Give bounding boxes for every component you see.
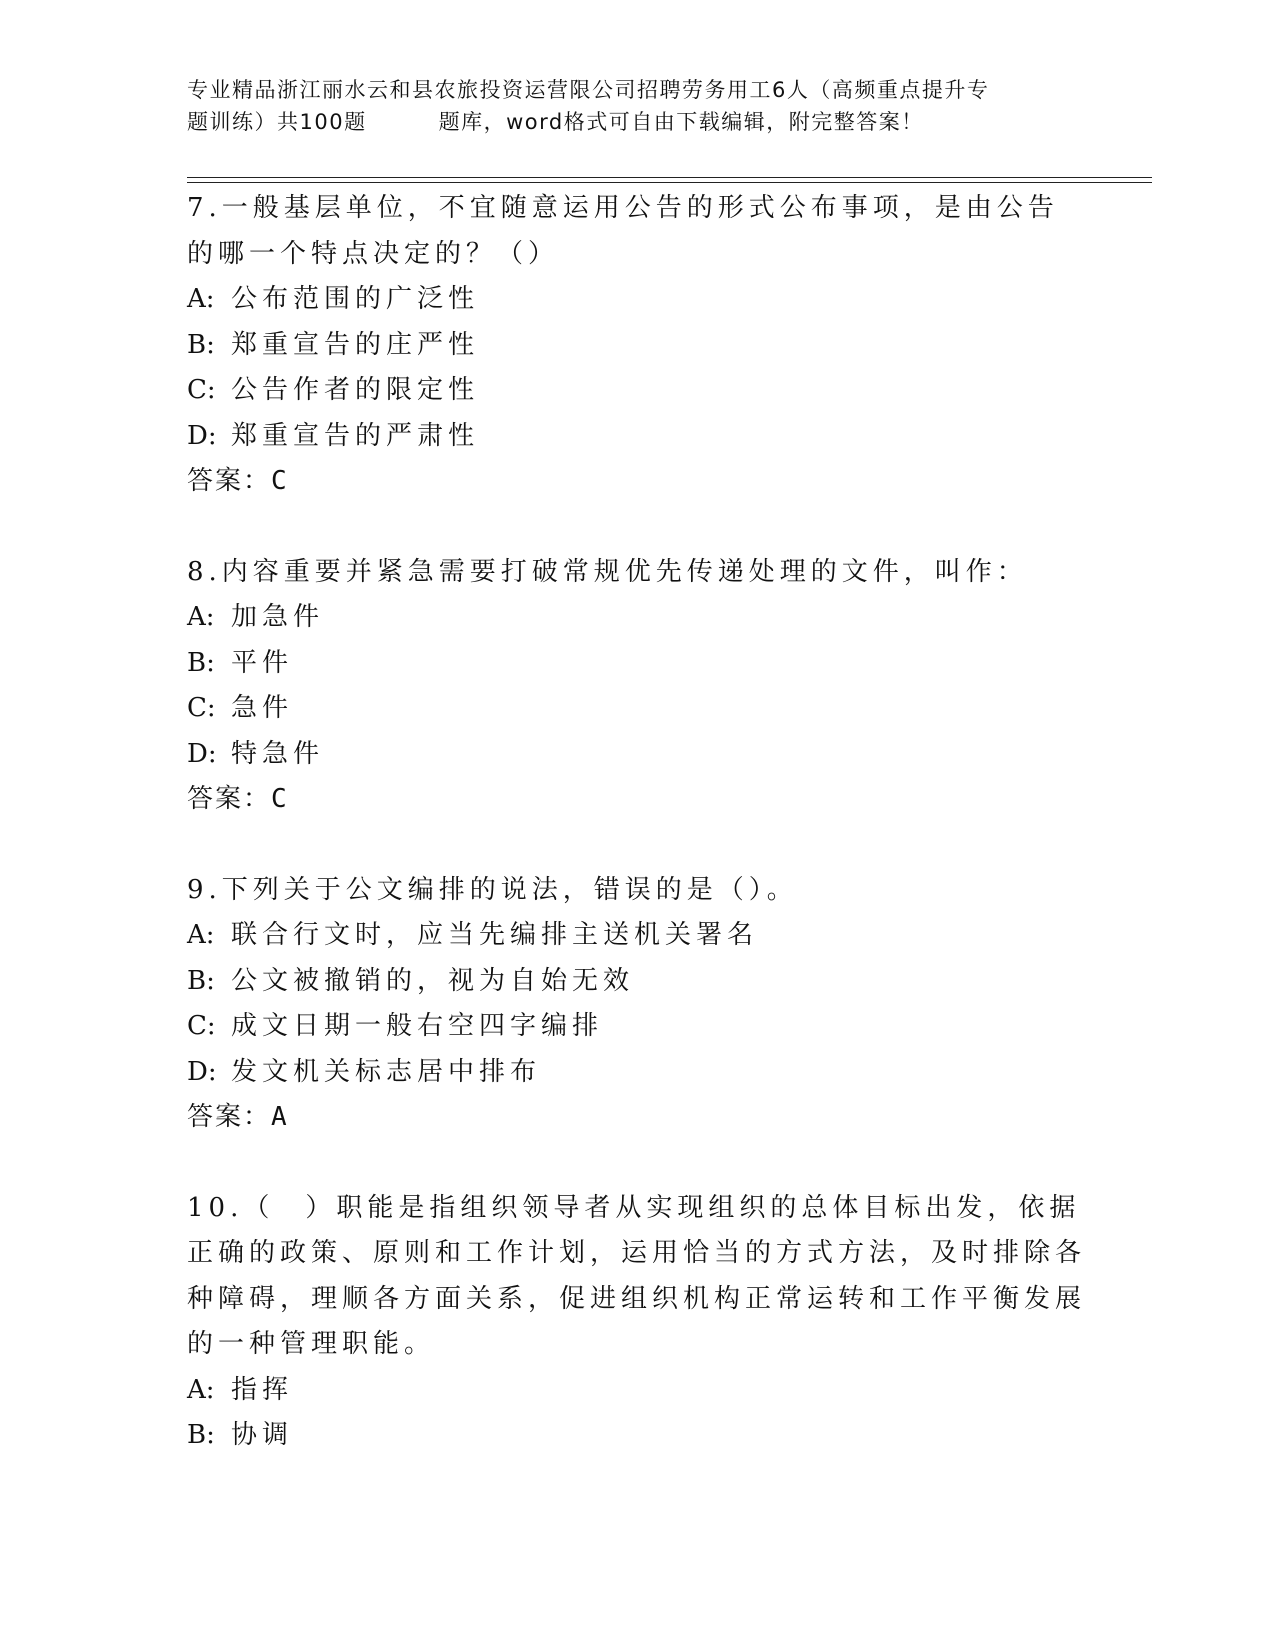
option-a bbox=[187, 913, 1087, 959]
option-letter: A: bbox=[187, 920, 215, 950]
option-letter: C: bbox=[187, 1011, 216, 1041]
header-title-line-2 bbox=[187, 106, 1087, 138]
option-c bbox=[187, 686, 1087, 732]
option-letter: C: bbox=[187, 693, 216, 723]
option-text: 加急件 bbox=[231, 602, 325, 632]
option-text: 公告作者的限定性 bbox=[231, 375, 480, 405]
answer-line bbox=[187, 459, 1087, 505]
option-text: 成文日期一般右空四字编排 bbox=[231, 1011, 604, 1041]
answer-value: A bbox=[271, 1102, 289, 1132]
option-text: 郑重宣告的庄严性 bbox=[231, 329, 480, 360]
option-letter: B: bbox=[187, 1420, 215, 1450]
option-a bbox=[187, 1368, 1087, 1414]
option-text: 公布范围的广泛性 bbox=[231, 284, 480, 314]
option-text: 协调 bbox=[231, 1420, 294, 1450]
option-b bbox=[187, 641, 1087, 687]
question-10 bbox=[187, 1186, 1087, 1459]
option-letter: B: bbox=[187, 647, 215, 678]
option-letter: A: bbox=[187, 602, 215, 632]
option-letter: D: bbox=[187, 420, 217, 451]
option-b bbox=[187, 323, 1087, 369]
answer-value: C bbox=[271, 784, 289, 814]
option-a bbox=[187, 595, 1087, 641]
option-text: 特急件 bbox=[231, 738, 325, 769]
option-c bbox=[187, 368, 1087, 414]
option-text: 平件 bbox=[231, 647, 294, 678]
option-letter: B: bbox=[187, 965, 215, 996]
header-divider-top bbox=[187, 177, 1152, 178]
question-stem: 7.一般基层单位，不宜随意运用公告的形式公布事项，是由公告的哪一个特点决定的？（） bbox=[187, 193, 1059, 269]
option-a bbox=[187, 277, 1087, 323]
header-title-line-2-right: 题库，word格式可自由下载编辑，附完整答案！ bbox=[438, 110, 924, 134]
question-9 bbox=[187, 868, 1087, 1141]
document-header bbox=[187, 74, 1087, 138]
option-letter: B: bbox=[187, 329, 215, 360]
option-d bbox=[187, 1050, 1087, 1096]
option-d bbox=[187, 414, 1087, 460]
answer-line bbox=[187, 777, 1087, 823]
header-title-line-2-left: 题训练）共100题 bbox=[187, 110, 367, 134]
question-stem: 8.内容重要并紧急需要打破常规优先传递处理的文件，叫作： bbox=[187, 556, 1028, 587]
option-text: 急件 bbox=[231, 693, 294, 723]
option-b bbox=[187, 1413, 1087, 1459]
header-divider-bottom bbox=[187, 182, 1152, 183]
option-letter: C: bbox=[187, 375, 216, 405]
header-title-line-1: 专业精品浙江丽水云和县农旅投资运营限公司招聘劳务用工6人（高频重点提升专 bbox=[187, 78, 990, 102]
option-text: 指挥 bbox=[231, 1374, 294, 1405]
answer-value: C bbox=[271, 466, 289, 496]
question-7 bbox=[187, 186, 1087, 505]
question-8 bbox=[187, 550, 1087, 823]
answer-label: 答案： bbox=[187, 1102, 272, 1132]
option-c bbox=[187, 1004, 1087, 1050]
option-text: 公文被撤销的，视为自始无效 bbox=[231, 965, 635, 996]
option-letter: A: bbox=[187, 284, 215, 314]
question-list bbox=[187, 186, 1087, 1504]
option-b bbox=[187, 959, 1087, 1005]
option-letter: A: bbox=[187, 1374, 215, 1405]
question-stem: 9.下列关于公文编排的说法，错误的是（）。 bbox=[187, 874, 798, 905]
option-d bbox=[187, 732, 1087, 778]
option-text: 联合行文时，应当先编排主送机关署名 bbox=[231, 920, 759, 950]
option-letter: D: bbox=[187, 1056, 217, 1087]
answer-label: 答案： bbox=[187, 784, 272, 814]
option-text: 发文机关标志居中排布 bbox=[231, 1056, 542, 1087]
question-stem: 10.（ ）职能是指组织领导者从实现组织的总体目标出发，依据正确的政策、原则和工作计划，运用恰当的方式方法，及时排除各种障碍，理顺各方面关系，促进组织机构正常运转和工作平衡发展的一种管理职能。 bbox=[187, 1192, 1087, 1359]
option-text: 郑重宣告的严肃性 bbox=[231, 420, 480, 451]
answer-line bbox=[187, 1095, 1087, 1141]
option-letter: D: bbox=[187, 738, 217, 769]
answer-label: 答案： bbox=[187, 466, 272, 496]
